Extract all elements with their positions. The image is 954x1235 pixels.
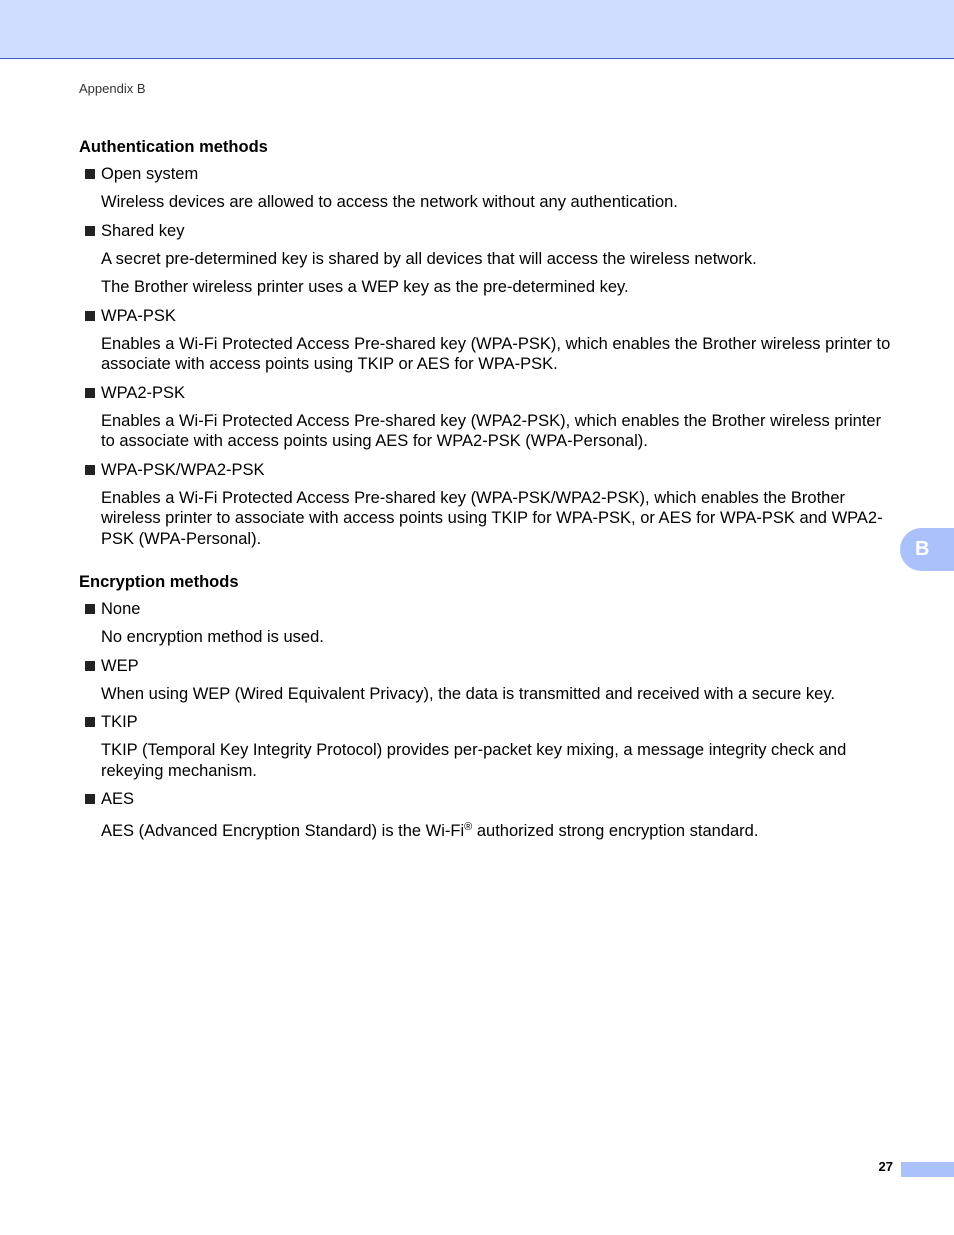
section-heading-encryption: Encryption methods: [79, 573, 239, 591]
list-item-label: Open system: [101, 165, 199, 183]
description-paragraph: Wireless devices are allowed to access the network without any authentication.: [101, 193, 678, 211]
header-band: [0, 0, 954, 59]
description-paragraph: The Brother wireless printer uses a WEP key as the pre-determined key.: [101, 278, 629, 296]
square-bullet-icon: [85, 226, 95, 236]
list-item-label: AES: [101, 790, 135, 808]
running-head: Appendix B: [79, 81, 146, 96]
section-heading-authentication: Authentication methods: [79, 138, 268, 156]
list-item-wpa-wpa2-psk: [79, 460, 894, 480]
list-item-wpa2-psk: [79, 383, 894, 403]
list-item-label: Shared key: [101, 221, 185, 240]
description-paragraph: No encryption method is used.: [101, 628, 324, 646]
list-item-none: [79, 599, 894, 619]
list-item-label: None: [101, 600, 141, 618]
footer-bar: [901, 1162, 954, 1177]
square-bullet-icon: [85, 717, 95, 727]
description-paragraph: Enables a Wi-Fi Protected Access Pre-shared key (WPA-PSK/WPA2-PSK), which enables the Brother wireless printer to associate with access points using TKIP for WPA-PSK, or AES for WPA-PSK and WPA2-PSK (WPA-Personal).: [101, 488, 883, 548]
aes-text-after: authorized strong encryption standard.: [472, 822, 759, 840]
list-item-open-system: [79, 164, 894, 184]
square-bullet-icon: [85, 794, 95, 804]
description-paragraph: Enables a Wi-Fi Protected Access Pre-shared key (WPA-PSK), which enables the Brother wireless printer to associate with access points using TKIP or AES for WPA-PSK.: [101, 334, 891, 373]
list-item-wpa-psk: [79, 306, 894, 326]
page-number: 27: [878, 1159, 893, 1174]
description-paragraph: TKIP (Temporal Key Integrity Protocol) provides per-packet key mixing, a message integrity check and rekeying mechanism.: [101, 741, 847, 780]
list-item-tkip: [79, 712, 894, 732]
square-bullet-icon: [85, 169, 95, 179]
list-item-wep: [79, 656, 894, 676]
description-paragraph: When using WEP (Wired Equivalent Privacy), the data is transmitted and received with a secure key.: [101, 684, 835, 703]
aes-text-before: AES (Advanced Encryption Standard) is the Wi-Fi: [101, 822, 465, 840]
square-bullet-icon: [85, 388, 95, 398]
square-bullet-icon: [85, 465, 95, 475]
list-item-aes: [79, 789, 894, 809]
appendix-side-tab: B: [900, 528, 954, 571]
square-bullet-icon: [85, 604, 95, 614]
list-item-label: TKIP: [101, 713, 138, 731]
page-content: [79, 136, 894, 850]
description-paragraph: Enables a Wi-Fi Protected Access Pre-shared key (WPA2-PSK), which enables the Brother wireless printer to associate with access points using AES for WPA2-PSK (WPA-Personal).: [101, 411, 882, 450]
registered-mark: ®: [464, 821, 473, 833]
description-paragraph-aes: [79, 821, 894, 842]
square-bullet-icon: [85, 311, 95, 321]
list-item-label: WEP: [101, 656, 139, 675]
description-paragraph: A secret pre-determined key is shared by all devices that will access the wireless network.: [101, 249, 757, 268]
list-item-label: WPA-PSK/WPA2-PSK: [101, 460, 265, 479]
list-item-shared-key: [79, 221, 894, 241]
list-item-label: WPA-PSK: [101, 306, 176, 325]
list-item-label: WPA2-PSK: [101, 383, 186, 402]
square-bullet-icon: [85, 661, 95, 671]
